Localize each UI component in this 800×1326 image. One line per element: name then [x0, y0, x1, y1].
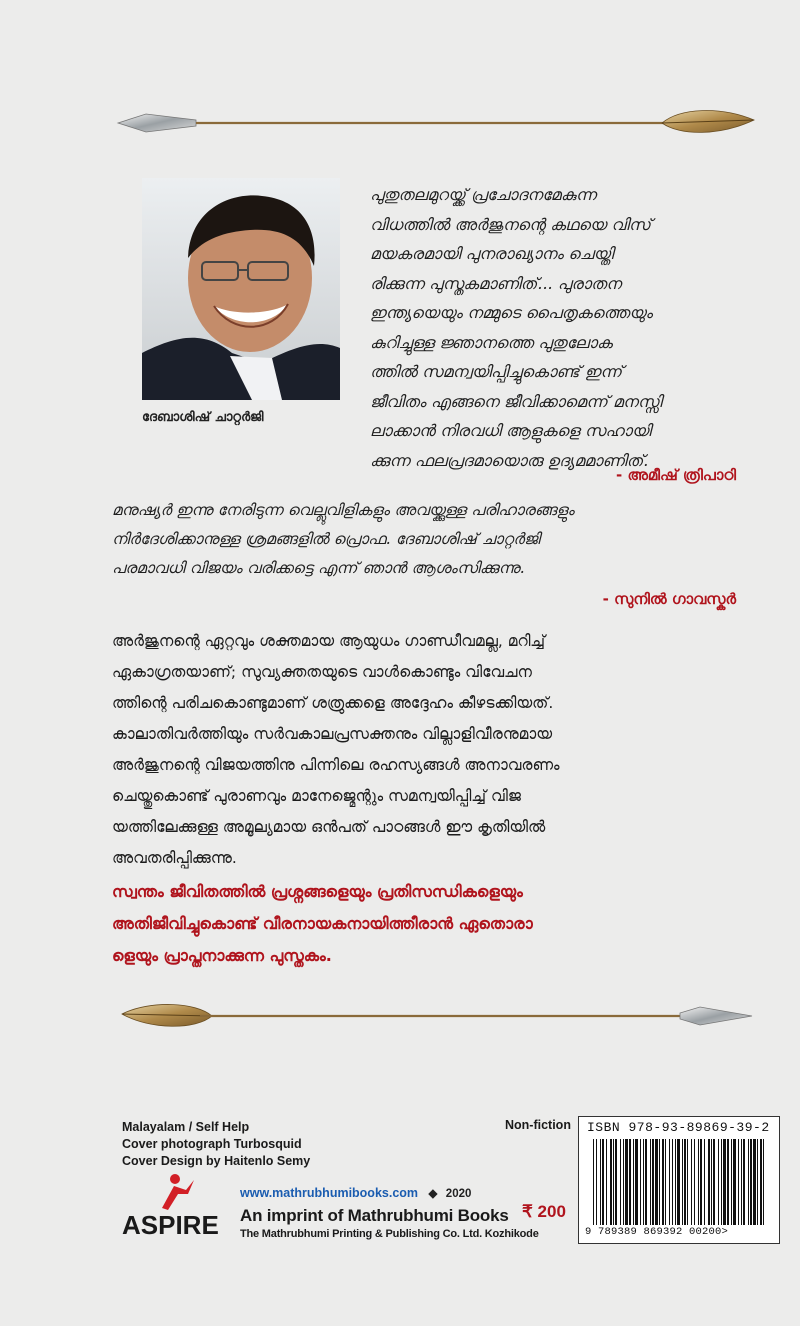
quote-line: ത്തിൽ സമന്വയിപ്പിച്ചുകൊണ്ട് ഇന്ന് [370, 362, 623, 381]
blurb-line: കാലാതിവർത്തിയും സർവകാലപ്രസക്തനും വില്ലാളിവീരനുമായ [112, 725, 553, 743]
isbn-barcode [578, 1116, 780, 1244]
blurb-line: അവതരിപ്പിക്കുന്നു. [112, 849, 237, 867]
design-credit-text: Cover Design by Haitenlo Semy [122, 1154, 311, 1168]
quote-line: നിർദേശിക്കാനുള്ള ശ്രമങ്ങളിൽ പ്രൊഫ. ദേബാശിഷ് ചാറ്റർജി [112, 530, 540, 548]
blurb-line: അർജുനന്റെ വിജയത്തിനു പിന്നിലെ രഹസ്യങ്ങൾ അനാവരണം [112, 756, 560, 774]
book-meta [122, 1119, 422, 1170]
quote-line: പരമാവധി വിജയം വരിക്കട്ടെ എന്ന് ഞാൻ ആശംസിക്കുന്നു. [112, 559, 525, 577]
quote-line: വിധത്തിൽ അർജുനന്റെ കഥയെ വിസ് [370, 214, 651, 234]
quote-line: മയകരമായി പുനരാഖ്യാനം ചെയ്തി [370, 244, 614, 263]
highlight-tagline [112, 876, 742, 972]
publisher-url[interactable]: www.mathrubhumibooks.com [240, 1186, 419, 1200]
author-photo [142, 178, 340, 400]
blurb-line: അർജുനന്റെ ഏറ്റവും ശക്തമായ ആയുധം ഗാണ്ഡീവമല്ല, മറിച്ച് [112, 632, 546, 650]
quote-line: മനുഷ്യർ ഇന്നു നേരിടുന്ന വെല്ലുവിളികളും അവയ്ക്കുള്ള പരിഹാരങ്ങളും [112, 501, 575, 519]
quote-line: ക്കുന്ന ഫലപ്രദമായൊരു ഉദ്യമമാണിത്. [370, 450, 649, 470]
highlight-line: ളെയും പ്രാപ്തനാക്കുന്ന പുസ്തകം. [112, 946, 332, 965]
barcode-icon [579, 1117, 779, 1243]
highlight-line: സ്വന്തം ജീവിതത്തിൽ പ്രശ്നങ്ങളെയും പ്രതിസന്ധികളെയും [112, 882, 523, 901]
quote-amish [370, 180, 740, 475]
category-text: Malayalam / Self Help [122, 1120, 250, 1134]
book-blurb [112, 626, 742, 874]
aspire-figure-icon [122, 1172, 232, 1212]
imprint-text: An imprint of Mathrubhumi Books [240, 1206, 509, 1225]
photo-credit-text: Cover photograph Turbosquid [122, 1137, 302, 1151]
quote-line: ലാക്കാൻ നിരവധി ആളുകളെ സഹായി [370, 421, 652, 440]
quote-line: പുതുതലമുറയ്ക്ക് പ്രചോദനമേകുന്ന [370, 185, 597, 204]
blurb-line: ഏകാഗ്രതയാണ്; സുവ്യക്തതയുടെ വാൾകൊണ്ടും വിവേചന [112, 663, 532, 681]
quote-line: കുറിച്ചുള്ള ജ്ഞാനത്തെ പുതുലോക [370, 332, 613, 352]
quote-line: ജീവിതം എങ്ങനെ ജീവിക്കാമെന്ന് മനസ്സി [370, 391, 662, 411]
price-label: ₹ 200 [522, 1202, 566, 1221]
author-caption: ദേബാശിഷ് ചാറ്റർജി [142, 410, 264, 425]
blurb-line: ത്തിന്റെ പരിചകൊണ്ടുമാണ് ശത്രുക്കളെ അദ്ദേഹം കീഴടക്കിയത്. [112, 694, 554, 712]
genre-label: Non-fiction [505, 1118, 571, 1132]
quote-attribution-sunil: - സുനിൽ ഗാവസ്കർ [602, 590, 736, 608]
blurb-line: യത്തിലേക്കുള്ള അമൂല്യമായ ഒൻപത് പാഠങ്ങൾ ഈ കൃതിയിൽ [112, 818, 546, 836]
publisher-address: The Mathrubhumi Printing & Publishing Co. Ltd. Kozhikode [240, 1228, 539, 1240]
diamond-icon: ◆ [428, 1188, 438, 1200]
barcode-digits: 9 789389 869392 00200> [585, 1226, 729, 1238]
quote-line: ഇന്ത്യയെയും നമ്മുടെ പൈതൃകത്തെയും [370, 303, 653, 322]
publisher-block [240, 1184, 540, 1240]
arrow-illustration-bottom [0, 996, 800, 1036]
highlight-line: അതിജീവിച്ചുകൊണ്ട് വീരനായകനായിത്തീരാൻ ഏതൊരാ [112, 914, 533, 933]
quote-sunil [112, 496, 742, 583]
aspire-logo-text: ASPIRE [122, 1210, 219, 1240]
blurb-line: ചെയ്തുകൊണ്ട് പുരാണവും മാനേജ്മെന്റും സമന്വയിപ്പിച്ച് വിജ [112, 787, 521, 805]
arrow-illustration-top [0, 102, 800, 142]
quote-line: രിക്കുന്ന പുസ്തകമാണിത്... പുരാതന [370, 273, 622, 293]
isbn-text: ISBN 978-93-89869-39-2 [587, 1120, 770, 1135]
publication-year: 2020 [445, 1188, 472, 1200]
aspire-logo [122, 1172, 232, 1242]
quote-attribution-amish: - അമീഷ് ത്രിപാഠി [616, 466, 736, 484]
